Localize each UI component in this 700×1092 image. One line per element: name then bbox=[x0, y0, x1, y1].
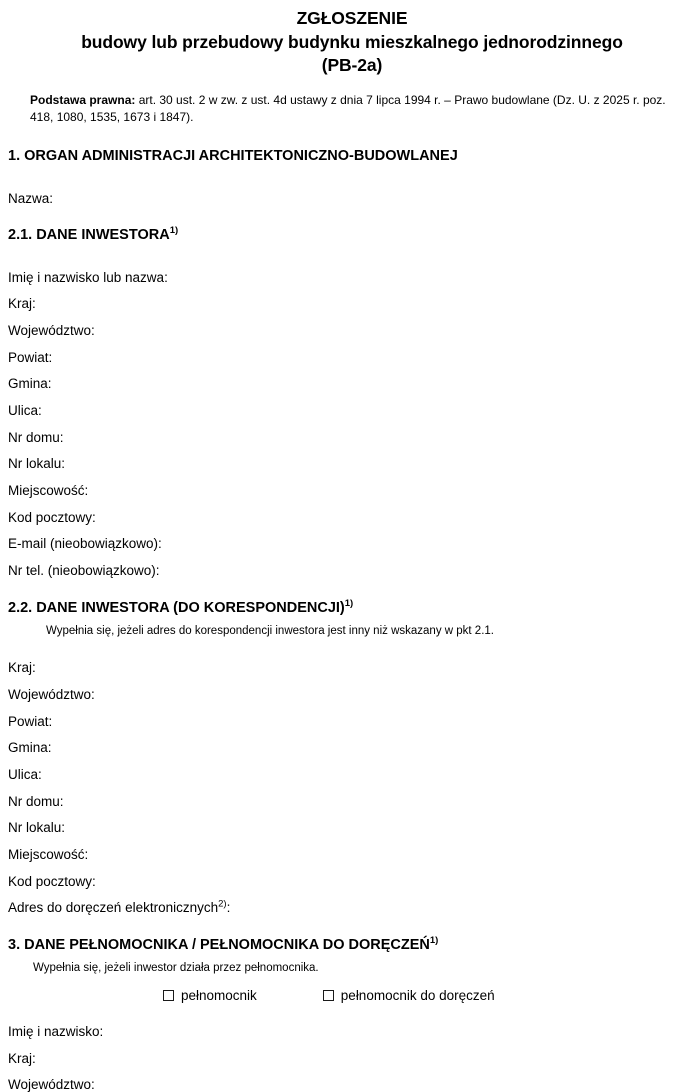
legal-basis-label: Podstawa prawna: bbox=[30, 92, 136, 107]
field-row bbox=[8, 337, 696, 364]
field-label-nr-tel: Nr tel. (nieobowiązkowo): bbox=[8, 563, 160, 579]
field-label-email: E-mail (nieobowiązkowo): bbox=[8, 536, 162, 552]
field-row bbox=[8, 755, 696, 782]
field-label-ulica: Ulica: bbox=[8, 766, 42, 782]
section-heading-2-2 bbox=[8, 578, 696, 617]
field-label-nazwa: Nazwa: bbox=[8, 190, 54, 206]
field-row bbox=[8, 284, 696, 311]
field-row bbox=[8, 888, 696, 915]
field-label-adres-doreczen-elektronicznych bbox=[8, 898, 231, 916]
field-row bbox=[8, 498, 696, 525]
field-label-kraj: Kraj: bbox=[8, 296, 36, 312]
section-heading-1 bbox=[8, 126, 696, 165]
footnote-ref: 2) bbox=[218, 898, 227, 910]
field-row bbox=[8, 1065, 696, 1092]
field-row bbox=[8, 701, 696, 728]
field-label-nr-lokalu: Nr lokalu: bbox=[8, 456, 66, 472]
footnote-ref: 1) bbox=[169, 225, 179, 237]
field-row bbox=[8, 444, 696, 471]
legal-basis-paragraph bbox=[8, 78, 696, 126]
field-row bbox=[8, 1038, 696, 1065]
checkbox-pelnomocnik-do-doreczen[interactable] bbox=[323, 989, 495, 1003]
section-heading-2-2-text: 2.2. DANE INWESTORA (DO KORESPONDENCJI) bbox=[8, 599, 345, 616]
section-2-2-field-list bbox=[8, 639, 696, 915]
field-label-wojewodztwo: Województwo: bbox=[8, 1077, 95, 1092]
section-1-field-list bbox=[8, 165, 696, 205]
field-label-powiat: Powiat: bbox=[8, 349, 53, 365]
field-row bbox=[8, 391, 696, 418]
field-row bbox=[8, 471, 696, 498]
section-2-1-field-list bbox=[8, 244, 696, 577]
section-heading-3 bbox=[8, 915, 696, 954]
field-label-nr-domu: Nr domu: bbox=[8, 429, 64, 445]
field-row bbox=[8, 257, 696, 284]
document-title-line-2: budowy lub przebudowy budynku mieszkalnego jednorodzinnego bbox=[81, 31, 623, 52]
field-row bbox=[8, 648, 696, 675]
checkbox-box-icon[interactable] bbox=[323, 990, 334, 1001]
checkbox-pelnomocnik[interactable] bbox=[163, 989, 257, 1003]
field-row bbox=[8, 364, 696, 391]
section-heading-2-1 bbox=[8, 205, 696, 244]
field-label-kod-pocztowy: Kod pocztowy: bbox=[8, 873, 96, 889]
field-label-gmina: Gmina: bbox=[8, 376, 52, 392]
field-label-miejscowosc: Miejscowość: bbox=[8, 483, 89, 499]
section-heading-3-text: 3. DANE PEŁNOMOCNIKA / PEŁNOMOCNIKA DO DORĘCZEŃ bbox=[8, 936, 430, 953]
field-row bbox=[8, 835, 696, 862]
field-row bbox=[8, 1012, 696, 1039]
document-title-line-3: (PB-2a) bbox=[321, 55, 383, 76]
field-label-miejscowosc: Miejscowość: bbox=[8, 846, 89, 862]
field-row bbox=[8, 861, 696, 888]
section-heading-1-text: 1. ORGAN ADMINISTRACJI ARCHITEKTONICZNO-BUDOWLANEJ bbox=[8, 147, 458, 164]
field-row bbox=[8, 728, 696, 755]
section-2-2-hint: Wypełnia się, jeżeli adres do korespondencji inwestora jest inny niż wskazany w pkt 2.1. bbox=[46, 625, 494, 638]
section-heading-2-1-text: 2.1. DANE INWESTORA bbox=[8, 227, 170, 244]
field-row bbox=[8, 675, 696, 702]
edoc-label-suffix: : bbox=[226, 900, 231, 916]
footnote-ref: 1) bbox=[429, 935, 439, 947]
field-label-ulica: Ulica: bbox=[8, 403, 42, 419]
field-row bbox=[8, 808, 696, 835]
field-label-kod-pocztowy: Kod pocztowy: bbox=[8, 509, 96, 525]
section-3-field-list bbox=[8, 1003, 696, 1092]
field-label-kraj: Kraj: bbox=[8, 660, 36, 676]
field-row bbox=[8, 418, 696, 445]
field-label-imie-nazwisko: Imię i nazwisko: bbox=[8, 1023, 104, 1039]
legal-basis-text: art. 30 ust. 2 w zw. z ust. 4d ustawy z dnia 7 lipca 1994 r. – Prawo budowlane (Dz. U. z 2025 r. poz. 418, 1080, 1535, 1673 i 1847). bbox=[30, 92, 666, 124]
field-row bbox=[8, 178, 696, 205]
checkbox-label-pelnomocnik-do-doreczen: pełnomocnik do doręczeń bbox=[340, 988, 495, 1004]
checkbox-label-pelnomocnik: pełnomocnik bbox=[181, 988, 257, 1004]
field-label-wojewodztwo: Województwo: bbox=[8, 686, 95, 702]
edoc-label-text: Adres do doręczeń elektronicznych bbox=[8, 900, 219, 916]
document-title-line-1: ZGŁOSZENIE bbox=[296, 8, 408, 28]
field-row bbox=[8, 311, 696, 338]
field-label-gmina: Gmina: bbox=[8, 740, 52, 756]
field-label-kraj: Kraj: bbox=[8, 1050, 36, 1066]
field-row bbox=[8, 551, 696, 578]
section-3-hint: Wypełnia się, jeżeli inwestor działa przez pełnomocnika. bbox=[33, 962, 319, 975]
field-label-wojewodztwo: Województwo: bbox=[8, 322, 95, 338]
field-label-powiat: Powiat: bbox=[8, 713, 53, 729]
pelnomocnik-checkbox-group bbox=[8, 976, 696, 1003]
field-row bbox=[8, 524, 696, 551]
field-label-imie-nazwisko-nazwa: Imię i nazwisko lub nazwa: bbox=[8, 269, 168, 285]
document-title bbox=[8, 0, 696, 78]
field-label-nr-lokalu: Nr lokalu: bbox=[8, 820, 66, 836]
footnote-ref: 1) bbox=[344, 597, 354, 609]
checkbox-box-icon[interactable] bbox=[163, 990, 174, 1001]
field-row bbox=[8, 781, 696, 808]
field-label-nr-domu: Nr domu: bbox=[8, 793, 64, 809]
